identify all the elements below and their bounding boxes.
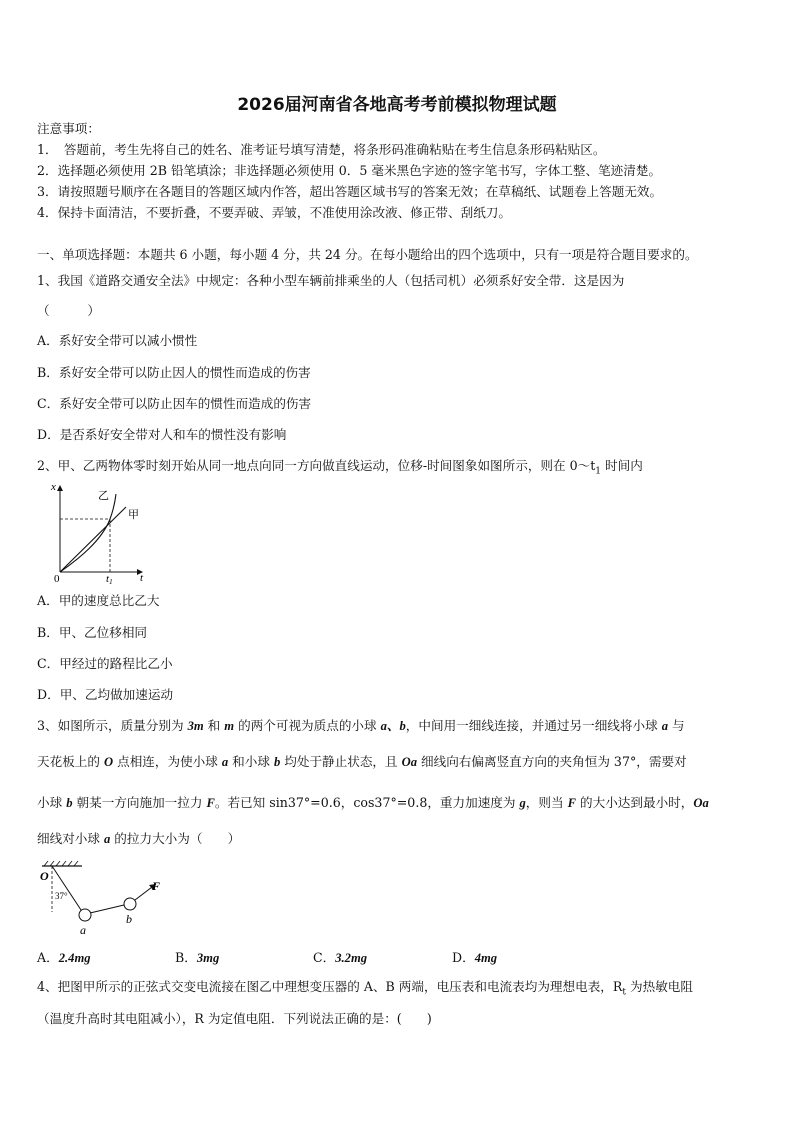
q1-option-d: D．是否系好安全带对人和车的惯性没有影响 bbox=[37, 427, 287, 442]
q3-stem-line-4: 细线对小球 a 的拉力大小为（ ） bbox=[37, 831, 241, 846]
q2-option-c: C．甲经过的路程比乙小 bbox=[37, 656, 173, 671]
notice-item-2: 2．选择题必须使用 2B 铅笔填涂；非选择题必须使用 0．5 毫米黑色字迹的签字笔书写，字体工整、笔迹清楚。 bbox=[37, 163, 662, 178]
q3-option-a: A．2.4mg bbox=[37, 950, 91, 965]
label-a: a bbox=[80, 923, 86, 935]
q3-option-c: C．3.2mg bbox=[313, 950, 368, 965]
section-heading: 一、单项选择题：本题共 6 小题，每小题 4 分，共 24 分。在每小题给出的四个选项中，只有一项是符合题目要求的。 bbox=[37, 247, 698, 262]
label-f: F bbox=[152, 879, 161, 893]
q2-stem: 2、甲、乙两物体零时刻开始从同一地点向同一方向做直线运动，位移-时间图象如图所示，则在 $0\sim t_1$ 时间内 bbox=[37, 458, 643, 477]
q1-answer-blank: （ ） bbox=[37, 303, 100, 318]
x-axis-label: t bbox=[140, 572, 144, 584]
q2-option-a: A．甲的速度总比乙大 bbox=[37, 593, 160, 608]
q2-option-b: B．甲、乙位移相同 bbox=[37, 625, 148, 640]
label-jia: 甲 bbox=[128, 509, 139, 521]
q4-stem-line-1: 4、把图甲所示的正弦式交变电流接在图乙中理想变压器的 A、B 两端，电压表和电流表均为理想电表，$R_t$ 为热敏电阻 bbox=[37, 979, 693, 998]
q1-option-b: B．系好安全带可以防止因人的惯性而造成的伤害 bbox=[37, 365, 311, 380]
ball-b bbox=[124, 898, 136, 910]
page-title: 2026届河南省各地高考考前模拟物理试题 bbox=[237, 95, 557, 115]
label-b: b bbox=[126, 912, 132, 926]
q2-option-d: D．甲、乙均做加速运动 bbox=[37, 687, 174, 702]
line-jia bbox=[60, 507, 126, 572]
notice-heading: 注意事项： bbox=[37, 121, 100, 136]
label-yi: 乙 bbox=[98, 490, 109, 502]
tick-t1-label: t1 bbox=[106, 573, 113, 586]
q1-option-c: C．系好安全带可以防止因车的惯性而造成的伤害 bbox=[37, 396, 312, 411]
q3-option-b: B．3mg bbox=[175, 950, 220, 965]
q4-stem-line-2: （温度升高时其电阻减小），R 为定值电阻．下列说法正确的是：( ) bbox=[37, 1011, 432, 1026]
string-oa bbox=[52, 866, 83, 913]
origin-label: 0 bbox=[54, 573, 60, 585]
label-angle: 37° bbox=[55, 891, 68, 901]
q1-stem: 1、我国《道路交通安全法》中规定：各种小型车辆前排乘坐的人（包括司机）必须系好安全带．这是因为 bbox=[37, 273, 625, 288]
ceiling-hatch bbox=[44, 861, 78, 866]
q3-option-d: D．4mg bbox=[452, 950, 498, 965]
string-ab bbox=[90, 905, 124, 913]
q3-ball-string-figure bbox=[34, 860, 174, 935]
q3-stem-line-3: 小球 b 朝某一方向施加一拉力 F。若已知 sin37°=0.6，cos37°=0.8，重力加速度为 g，则当 F 的大小达到最小时，Oa bbox=[37, 795, 709, 810]
q1-option-a: A．系好安全带可以减小惯性 bbox=[37, 333, 198, 348]
ball-a bbox=[79, 909, 91, 921]
q2-position-time-graph bbox=[40, 478, 160, 586]
label-o: O bbox=[40, 869, 49, 883]
notice-item-3: 3．请按照题号顺序在各题目的答题区域内作答，超出答题区域书写的答案无效；在草稿纸、试题卷上答题无效。 bbox=[37, 184, 663, 199]
curve-yi bbox=[60, 494, 116, 572]
q3-stem-line-2: 天花板上的 O 点相连，为使小球 a 和小球 b 均处于静止状态，且 Oa 细线向右偏离竖直方向的夹角恒为 37°，需要对 bbox=[37, 754, 687, 769]
y-axis-label: x bbox=[51, 481, 56, 493]
notice-item-4: 4．保持卡面清洁，不要折叠，不要弄破、弄皱，不准使用涂改液、修正带、刮纸刀。 bbox=[37, 205, 511, 220]
q3-stem-line-1: 3、如图所示，质量分别为 3m 和 m 的两个可视为质点的小球 a、b，中间用一细线连接，并通过另一细线将小球 a 与 bbox=[37, 718, 685, 733]
notice-item-1: 1． 答题前，考生先将自己的姓名、准考证号填写清楚，将条形码准确粘贴在考生信息条形码粘贴区。 bbox=[37, 142, 606, 157]
